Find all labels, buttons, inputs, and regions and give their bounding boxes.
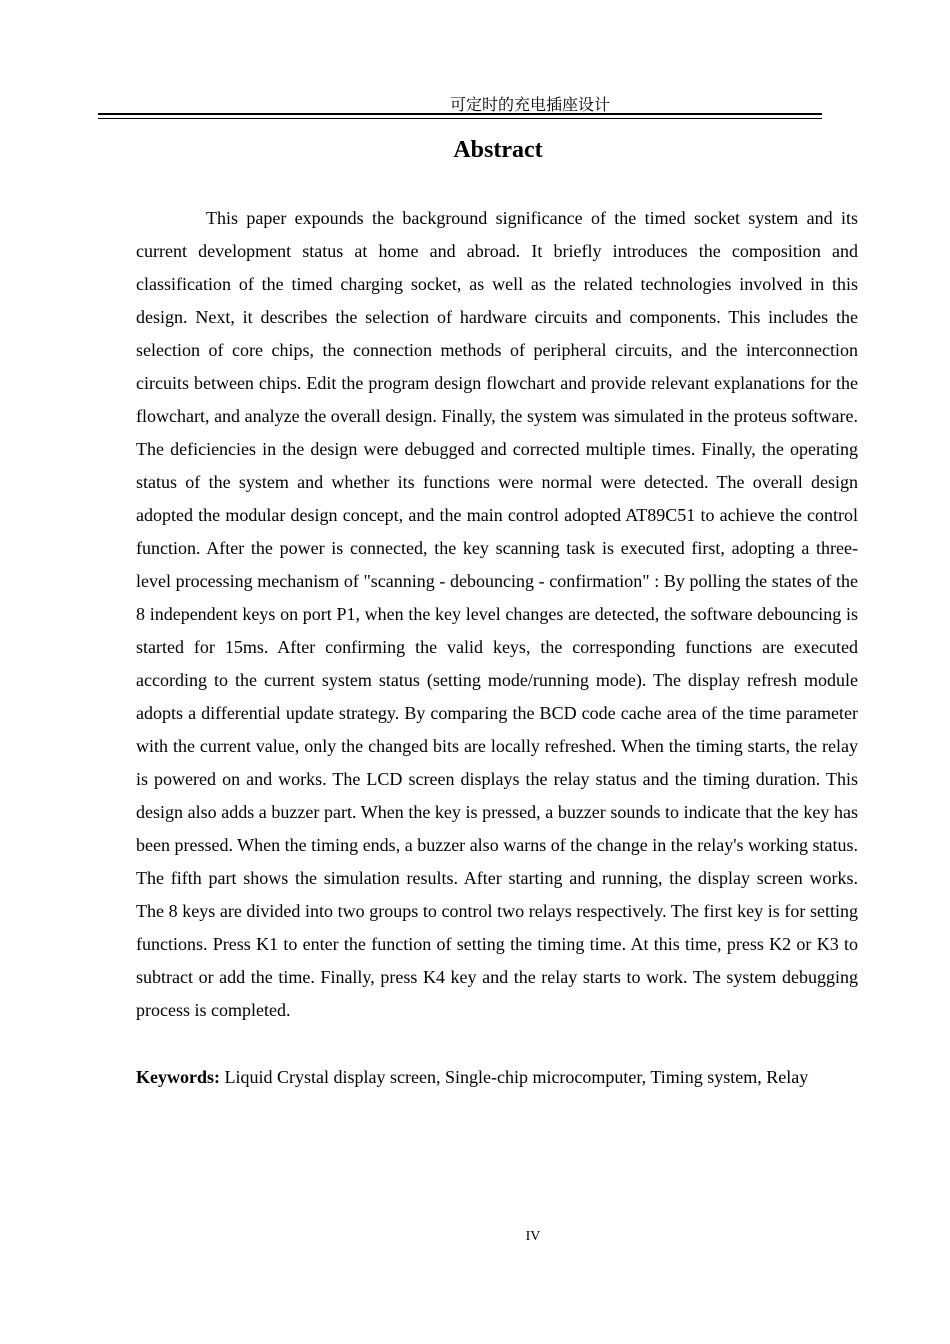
header-rule-thin (98, 118, 822, 119)
abstract-paragraph: This paper expounds the background significance of the timed socket system and its current development status at home and abroad. It briefly introduces the composition and classification of the timed charging socket, as well as the related technologies involved in this design. Next, it describes the selection of hardware circuits and components. This includes the selection of core chips, the connection methods of peripheral circuits, and the interconnection circuits between chips. Edit the program design flowchart and provide relevant explanations for the flowchart, and analyze the overall design. Finally, the system was simulated in the proteus software. The deficiencies in the design were debugged and corrected multiple times. Finally, the operating status of the system and whether its functions were normal were detected. The overall design adopted the modular design concept, and the main control adopted AT89C51 to achieve the control function. After the power is connected, the key scanning task is executed first, adopting a three-level processing mechanism of "scanning - debouncing - confirmation" : By polling the states of the 8 independent keys on port P1, when the key level changes are detected, the software debouncing is started for 15ms. After confirming the valid keys, the corresponding functions are executed according to the current system status (setting mode/running mode). The display refresh module adopts a differential update strategy. By comparing the BCD code cache area of the time parameter with the current value, only the changed bits are locally refreshed. When the timing starts, the relay is powered on and works. The LCD screen displays the relay status and the timing duration. This design also adds a buzzer part. When the key is pressed, a buzzer sounds to indicate that the key has been pressed. When the timing ends, a buzzer also warns of the change in the relay's working status. The fifth part shows the simulation results. After starting and running, the display screen works. The 8 keys are divided into two groups to control two relays respectively. The first key is for setting functions. Press K1 to enter the function of setting the timing time. At this time, press K2 or K3 to subtract or add the time. Finally, press K4 key and the relay starts to work. The system debugging process is completed. (136, 208, 858, 1020)
keywords-label: Keywords: (136, 1067, 220, 1087)
header-rule-thick (98, 113, 822, 115)
abstract-heading: Abstract (453, 137, 543, 163)
keywords-text: Liquid Crystal display screen, Single-chip microcomputer, Timing system, Relay (224, 1067, 809, 1087)
page-number: IV (525, 1229, 541, 1244)
keywords-line (136, 1061, 876, 1094)
running-header-title: 可定时的充电插座设计 (449, 95, 610, 114)
